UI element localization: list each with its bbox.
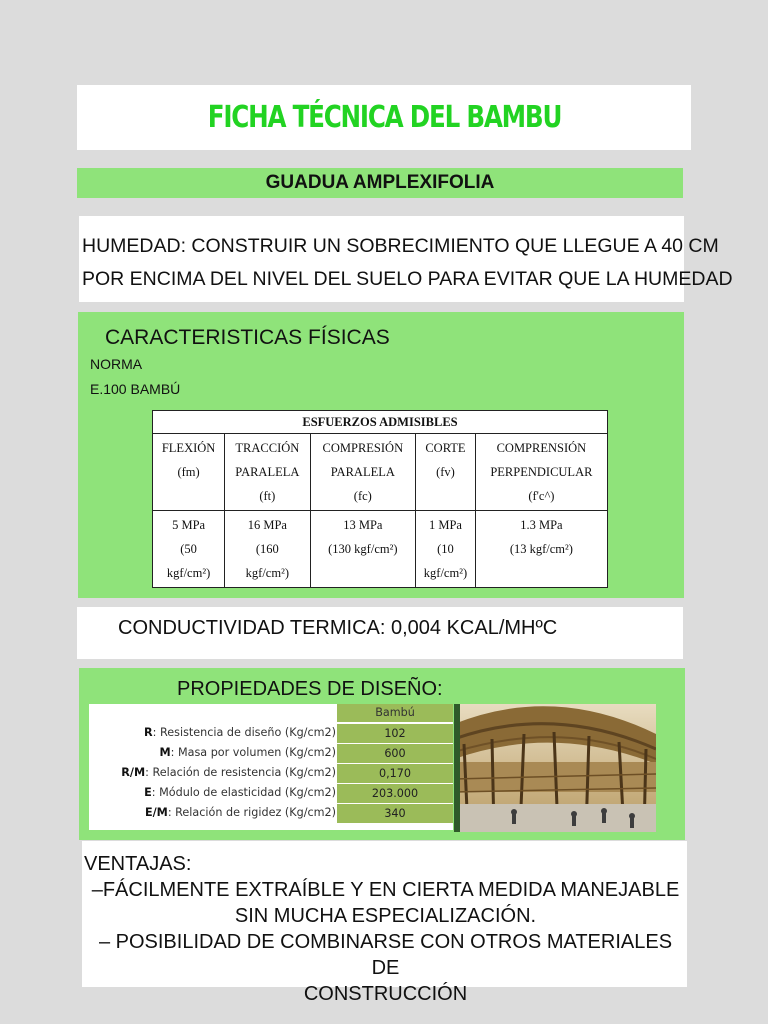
design-row: M: Masa por volumen (Kg/cm2) 600 [89, 744, 453, 763]
design-value: 203.000 [337, 784, 453, 803]
humidity-line-1: HUMEDAD: CONSTRUIR UN SOBRECIMIENTO QUE LLEGUE A 40 CM [82, 235, 719, 257]
design-row: R: Resistencia de diseño (Kg/cm2) 102 [89, 724, 453, 743]
stress-value-cell: 16 MPa (160 kgf/cm²) [225, 511, 310, 588]
norma-label: NORMA [90, 356, 143, 372]
stress-value-cell: 1 MPa (10 kgf/cm²) [416, 511, 476, 588]
advantage-item: SIN MUCHA ESPECIALIZACIÓN. [234, 905, 537, 927]
design-table-header [89, 704, 453, 723]
stress-table-caption: ESFUERZOS ADMISIBLES [153, 411, 608, 434]
stress-header-cell: CORTE (fv) [416, 434, 476, 511]
advantage-item: –FÁCILMENTE EXTRAÍBLE Y EN CIERTA MEDIDA MANEJABLE [91, 879, 680, 901]
design-row: E: Módulo de elasticidad (Kg/cm2) 203.000 [89, 784, 453, 803]
title-banner [77, 85, 691, 150]
stress-header-cell: FLEXIÓN (fm) [153, 434, 225, 511]
design-row: R/M: Relación de resistencia (Kg/cm2) 0,170 [89, 764, 453, 783]
thermal-conductivity [77, 607, 683, 659]
design-row: E/M: Relación de rigidez (Kg/cm2) 340 [89, 804, 453, 823]
bamboo-structure-photo [454, 704, 656, 832]
thermal-text: CONDUCTIVIDAD TERMICA: 0,004 KCAL/MHºC [118, 617, 558, 639]
stress-header-cell: COMPRESIÓN PARALELA (fc) [310, 434, 416, 511]
species-name: GUADUA AMPLEXIFOLIA [265, 172, 495, 193]
stress-value-cell: 13 MPa (130 kgf/cm²) [310, 511, 416, 588]
humidity-line-2: POR ENCIMA DEL NIVEL DEL SUELO PARA EVITAR QUE LA HUMEDAD [82, 268, 733, 290]
design-value: 340 [337, 804, 453, 823]
stress-value-cell: 5 MPa (50 kgf/cm²) [153, 511, 225, 588]
advantage-item: – POSIBILIDAD DE COMBINARSE CON OTROS MATERIALES DE [98, 931, 673, 979]
stress-header-cell: TRACCIÓN PARALELA (ft) [225, 434, 310, 511]
physical-characteristics-panel [78, 312, 684, 598]
standard-label: E.100 BAMBÚ [90, 381, 181, 397]
design-value: 600 [337, 744, 453, 763]
design-properties-panel [79, 668, 685, 840]
physical-title: CARACTERISTICAS FÍSICAS [105, 326, 390, 349]
advantages-title: VENTAJAS: [84, 853, 192, 875]
species-banner [77, 168, 683, 198]
design-title: PROPIEDADES DE DISEÑO: [177, 678, 443, 700]
design-column-header: Bambú [337, 704, 453, 722]
design-value: 0,170 [337, 764, 453, 783]
humidity-note [79, 216, 733, 302]
advantages-section [82, 841, 687, 1005]
stress-value-cell: 1.3 MPa (13 kgf/cm²) [475, 511, 607, 588]
design-value: 102 [337, 724, 453, 743]
page-title: FICHA TÉCNICA DEL BAMBU [207, 100, 561, 135]
design-properties-table [89, 704, 453, 830]
stress-header-cell: COMPRENSIÓN PERPENDICULAR (f'c^) [475, 434, 607, 511]
allowable-stress-table [152, 410, 608, 588]
advantage-item: CONSTRUCCIÓN [303, 983, 468, 1005]
